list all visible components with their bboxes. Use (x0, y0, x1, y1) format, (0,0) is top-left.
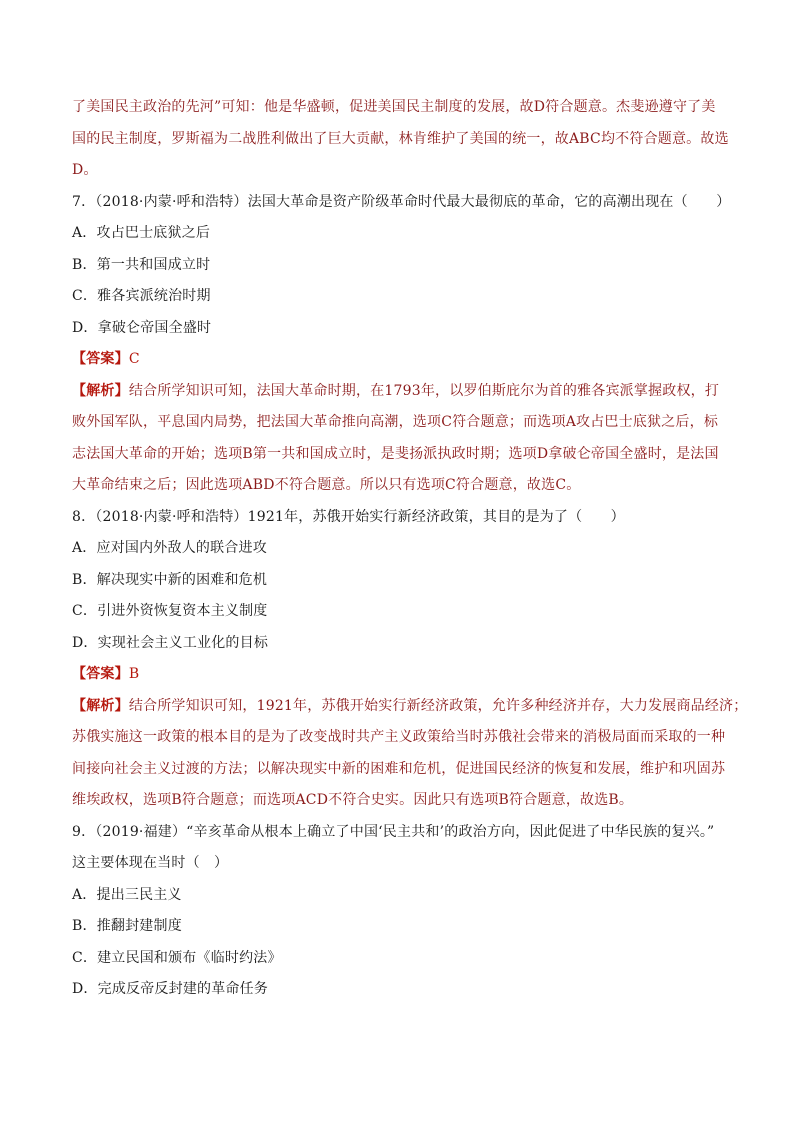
analysis-tag: 【解析】 (72, 382, 129, 399)
analysis-text: 结合所学知识可知，1921年，苏俄开始实行新经济政策，允许多种经济并存，大力发展商品经济； (128, 697, 748, 714)
analysis-line: 了美国民主政治的先河”可知：他是华盛顿，促进美国民主制度的发展，故D符合题意。杰斐逊遵守了美 (72, 99, 716, 115)
analysis-line: 维埃政权，选项B符合题意；而选项ACD不符合史实。因此只有选项B符合题意，故选B。 (72, 792, 634, 808)
analysis-line: 志法国大革命的开始；选项B第一共和国成立时，是斐扬派执政时期；选项D拿破仑帝国全盛时，是法国 (72, 445, 719, 462)
question-stem: 这主要体现在当时（ ） (72, 855, 229, 871)
question-9 (72, 822, 732, 1000)
analysis-line: D。 (72, 162, 98, 178)
analysis-line (72, 696, 748, 716)
option-a: A．应对国内外敌人的联合进攻 (72, 540, 267, 556)
analysis-line: 苏俄实施这一政策的根本目的是为了改变战时共产主义政策给当时苏俄社会带来的消极局面而采取的一种 (72, 729, 726, 745)
analysis-line: 国的民主制度，罗斯福为二战胜利做出了巨大贡献，林肯维护了美国的统一，故ABC均不符合题意。故选 (72, 130, 729, 147)
option-a: A．攻占巴士底狱之后 (72, 225, 211, 241)
previous-analysis-continuation (72, 97, 732, 180)
option-c: C．建立民国和颁布《临时约法》 (72, 949, 282, 966)
answer-line (72, 349, 732, 369)
analysis-text: 结合所学知识可知，法国大革命时期，在1793年，以罗伯斯庇尔为首的雅各宾派掌握政权，打 (128, 382, 720, 399)
question-8 (72, 507, 748, 811)
answer-tag: 【答案】 (72, 351, 129, 367)
option-b: B．解决现实中新的困难和危机 (72, 571, 268, 588)
option-c: C．雅各宾派统治时期 (72, 288, 211, 304)
question-stem: 8．（2018·内蒙·呼和浩特）1921年，苏俄开始实行新经济政策，其目的是为了（ ） (72, 508, 625, 525)
question-stem: 7．（2018·内蒙·呼和浩特）法国大革命是资产阶级革命时代最大最彻底的革命，它的高潮出现在（ ） (72, 193, 731, 210)
option-c: C．引进外资恢复资本主义制度 (72, 603, 268, 619)
answer-line (72, 664, 732, 684)
option-a: A．提出三民主义 (72, 886, 182, 903)
option-d: D．拿破仑帝国全盛时 (72, 319, 212, 336)
document-page (72, 97, 748, 1011)
option-d: D．完成反帝反封建的革命任务 (72, 981, 269, 997)
analysis-line: 间接向社会主义过渡的方法；以解决现实中新的困难和危机，促进国民经济的恢复和发展，维护和巩固苏 (72, 760, 726, 777)
option-b: B．推翻封建制度 (72, 918, 182, 934)
answer-tag: 【答案】 (72, 666, 129, 682)
analysis-line: 败外国军队，平息国内局势，把法国大革命推向高潮，选项C符合题意；而选项A攻占巴士底狱之后，标 (72, 414, 719, 430)
question-stem: 9．（2019·福建）“辛亥革命从根本上确立了中国‘民主共和’的政治方向，因此促进了中华民族的复兴。” (72, 823, 715, 840)
option-b: B．第一共和国成立时 (72, 256, 211, 273)
answer-value: B (128, 666, 140, 682)
analysis-line: 大革命结束之后；因此选项ABD不符合题意。所以只有选项C符合题意，故选C。 (72, 477, 581, 493)
answer-value: C (128, 351, 140, 367)
analysis-line (72, 381, 732, 401)
question-7 (72, 192, 732, 496)
option-d: D．实现社会主义工业化的目标 (72, 634, 269, 651)
analysis-tag: 【解析】 (72, 697, 129, 714)
